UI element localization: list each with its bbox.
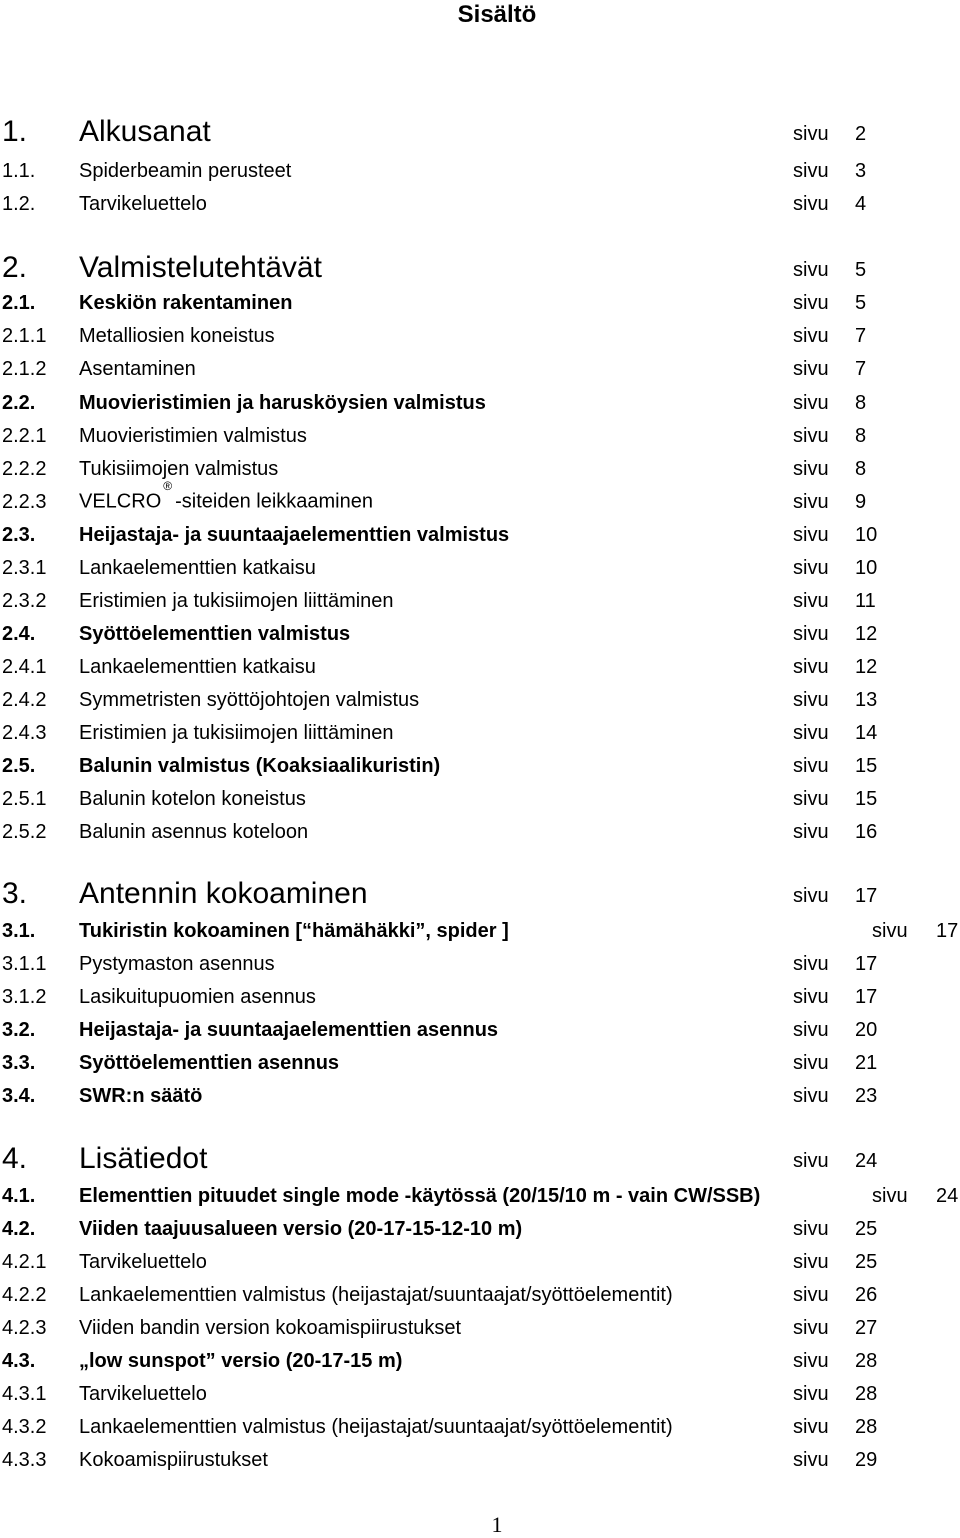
toc-number: 2.5.1 (2, 788, 47, 810)
toc-number: 4.3. (2, 1350, 36, 1372)
toc-title-text: Heijastaja- ja suuntaajaelementtien valmistus (79, 524, 510, 546)
toc-number: 3.1. (2, 920, 36, 942)
toc-page-number: 24 (855, 1150, 878, 1172)
toc-title (79, 1083, 202, 1109)
toc-title-text: Lankaelementtien valmistus (heijastajat/suuntaajat/syöttöelementit) (79, 1284, 673, 1306)
toc-title (79, 251, 322, 285)
toc-entry[interactable] (0, 1245, 960, 1275)
toc-title (79, 555, 316, 581)
toc-sivu-label: sivu (793, 1416, 829, 1438)
toc-title (79, 1315, 461, 1341)
toc-entry[interactable] (0, 947, 960, 977)
toc-title (79, 951, 275, 977)
toc-sivu-label: sivu (793, 755, 829, 777)
toc-title (79, 158, 291, 184)
toc-number: 2.4.2 (2, 689, 47, 711)
toc-sivu-label: sivu (793, 458, 829, 480)
toc-sivu-label: sivu (793, 425, 829, 447)
toc-title (79, 115, 211, 149)
toc-title (79, 1183, 760, 1209)
toc-title (79, 323, 275, 349)
toc-title-text: Tukisiimojen valmistus (79, 458, 279, 480)
toc-title (79, 1381, 207, 1407)
toc-page-number: 13 (855, 689, 878, 711)
toc-number: 3. (2, 877, 28, 910)
toc-sivu-label: sivu (793, 1251, 829, 1273)
toc-page-number: 17 (855, 986, 878, 1008)
toc-entry[interactable] (0, 187, 960, 217)
toc-number: 2.2.1 (2, 425, 47, 447)
toc-entry[interactable] (0, 319, 960, 349)
toc-number: 2.2. (2, 392, 36, 414)
toc-title (79, 191, 207, 217)
toc-sivu-label: sivu (793, 689, 829, 711)
toc-entry[interactable] (0, 452, 960, 482)
toc-sivu-label: sivu (793, 524, 829, 546)
toc-title-text: VELCRO (79, 491, 162, 513)
toc-page-number: 5 (855, 259, 867, 281)
toc-title-text: Syöttöelementtien asennus (79, 1052, 340, 1074)
toc-title-text: Asentaminen (79, 358, 196, 380)
toc-title (79, 687, 419, 713)
toc-title-text: Tarvikeluettelo (79, 1383, 207, 1405)
toc-number: 1. (2, 115, 28, 148)
toc-page-number: 8 (855, 458, 867, 480)
toc-title-text: Antennin kokoaminen (79, 877, 368, 910)
toc-page-number: 12 (855, 656, 878, 678)
toc-title (79, 456, 278, 482)
toc-page-number: 25 (855, 1218, 878, 1240)
toc-page-number: 16 (855, 821, 878, 843)
toc-title-text: Viiden bandin version kokoamispiirustukset (79, 1317, 462, 1339)
toc-sivu-label: sivu (793, 788, 829, 810)
toc-sivu-label: sivu (793, 1085, 829, 1107)
toc-title-text: Lasikuitupuomien asennus (79, 986, 316, 1008)
toc-title (79, 877, 368, 911)
toc-page-number: 3 (855, 160, 867, 182)
toc-entry[interactable] (0, 419, 960, 449)
toc-sivu-label: sivu (793, 1150, 829, 1172)
toc-title (79, 819, 308, 845)
toc-sivu-label: sivu (793, 1317, 829, 1339)
toc-page-number: 15 (855, 788, 878, 810)
toc-entry[interactable] (0, 584, 960, 614)
toc-sivu-label: sivu (793, 123, 829, 145)
toc-entry[interactable] (0, 749, 960, 779)
toc-number: 4.2.3 (2, 1317, 47, 1339)
toc-number: 2.4. (2, 623, 36, 645)
toc-title-text: Balunin kotelon koneistus (79, 788, 306, 810)
toc-number: 4.3.3 (2, 1449, 47, 1471)
toc-title (79, 290, 292, 316)
toc-title (79, 720, 394, 746)
toc-sivu-label: sivu (793, 590, 829, 612)
toc-title (79, 1017, 498, 1043)
toc-page-number: 8 (855, 392, 867, 414)
toc-page-number: 28 (855, 1383, 878, 1405)
toc-title (79, 1414, 673, 1440)
toc-title-text: Balunin valmistus (Koaksiaalikuristin) (79, 755, 441, 777)
toc-number: 2.3.1 (2, 557, 47, 579)
toc-page-number: 21 (855, 1052, 878, 1074)
toc-number: 4.2.1 (2, 1251, 47, 1273)
toc-entry[interactable] (0, 286, 960, 316)
toc-sivu-label: sivu (793, 623, 829, 645)
toc-title-text: Viiden taajuusalueen versio (20-17-15-12-10 m) (79, 1218, 523, 1240)
toc-title (79, 1249, 207, 1275)
toc-title-text: Lankaelementtien katkaisu (79, 557, 316, 579)
toc-page-number: 28 (855, 1350, 878, 1372)
toc-entry[interactable] (0, 518, 960, 548)
toc-page-number: 17 (936, 920, 959, 942)
toc-title-text: Tarvikeluettelo (79, 193, 207, 215)
page-title: Sisältö (457, 1, 537, 28)
toc-entry[interactable] (0, 1013, 960, 1043)
toc-title-text: Heijastaja- ja suuntaajaelementtien asennus (79, 1019, 499, 1041)
toc-title (79, 1050, 339, 1076)
toc-sivu-label: sivu (793, 160, 829, 182)
toc-number: 2.3.2 (2, 590, 47, 612)
toc-title-text: „low sunspot” versio (20-17-15 m) (79, 1350, 403, 1372)
toc-title-text: Spiderbeamin perusteet (79, 160, 292, 182)
toc-entry[interactable] (0, 1410, 960, 1440)
toc-title-text: Metalliosien koneistus (79, 325, 275, 347)
toc-entry[interactable] (0, 386, 960, 416)
toc-entry[interactable] (0, 1344, 960, 1374)
toc-page-number: 7 (855, 358, 867, 380)
toc-sivu-label: sivu (793, 259, 829, 281)
toc-entry[interactable] (0, 154, 960, 184)
toc-entry[interactable] (0, 251, 960, 285)
toc-title-text: Muovieristimien valmistus (79, 425, 307, 447)
toc-number: 2. (2, 251, 28, 284)
toc-title (79, 918, 509, 944)
toc-page-number: 4 (855, 193, 867, 215)
toc-sivu-label: sivu (793, 656, 829, 678)
toc-number: 2.5.2 (2, 821, 47, 843)
toc-sivu-label: sivu (793, 358, 829, 380)
toc-entry[interactable] (0, 617, 960, 647)
toc-sivu-label: sivu (793, 722, 829, 744)
toc-title-text: Pystymaston asennus (79, 953, 275, 975)
toc-title (79, 984, 316, 1010)
toc-number: 2.5. (2, 755, 36, 777)
toc-number: 1.1. (2, 160, 36, 182)
toc-sivu-label: sivu (793, 292, 829, 314)
toc-number: 2.4.1 (2, 656, 47, 678)
toc-sivu-label: sivu (793, 193, 829, 215)
toc-page-number: 7 (855, 325, 867, 347)
toc-entry[interactable] (0, 1212, 960, 1242)
toc-sivu-label: sivu (872, 920, 908, 942)
toc-entry[interactable] (0, 479, 960, 515)
toc-title (79, 423, 307, 449)
toc-page-number: 17 (855, 953, 878, 975)
toc-sivu-label: sivu (793, 491, 829, 513)
toc-page-number: 17 (855, 885, 878, 907)
toc-sivu-label: sivu (793, 392, 829, 414)
toc-title (79, 654, 316, 680)
toc-title-text: Syöttöelementtien valmistus (79, 623, 351, 645)
toc-sivu-label: sivu (793, 885, 829, 907)
toc-number: 4.3.2 (2, 1416, 47, 1438)
toc-sivu-label: sivu (793, 1218, 829, 1240)
toc-entry[interactable] (0, 815, 960, 845)
toc-entry[interactable] (0, 1079, 960, 1109)
toc-entry[interactable] (0, 1046, 960, 1076)
toc-number: 4.2.2 (2, 1284, 47, 1306)
toc-sivu-label: sivu (793, 1449, 829, 1471)
toc-sivu-label: sivu (793, 1019, 829, 1041)
toc-entry[interactable] (0, 352, 960, 382)
toc-title (79, 1447, 268, 1473)
toc-entry[interactable] (0, 1278, 960, 1308)
toc-title-text: Lankaelementtien katkaisu (79, 656, 316, 678)
toc-sivu-label: sivu (793, 1052, 829, 1074)
toc-page-number: 12 (855, 623, 878, 645)
toc-entry[interactable] (0, 683, 960, 713)
toc-number: 4.3.1 (2, 1383, 47, 1405)
toc-page-number: 8 (855, 425, 867, 447)
toc-sivu-label: sivu (793, 1383, 829, 1405)
toc-entry[interactable] (0, 650, 960, 680)
toc-entry[interactable] (0, 1311, 960, 1341)
toc-page-number: 9 (855, 491, 867, 513)
toc-number: 3.4. (2, 1085, 36, 1107)
toc-page-number: 26 (855, 1284, 878, 1306)
toc-page-number: 5 (855, 292, 867, 314)
toc-entry[interactable] (0, 1377, 960, 1407)
toc-number: 2.3. (2, 524, 36, 546)
toc-sivu-label: sivu (793, 325, 829, 347)
toc-page-number: 25 (855, 1251, 878, 1273)
toc-title-text: Alkusanat (79, 115, 211, 148)
toc-title (79, 588, 394, 614)
toc-title (79, 1142, 207, 1176)
toc-number: 3.1.1 (2, 953, 47, 975)
toc-number: 4.2. (2, 1218, 36, 1240)
toc-title-text: Symmetristen syöttöjohtojen valmistus (79, 689, 420, 711)
toc-page-number: 23 (855, 1085, 878, 1107)
toc-title-text: Valmistelutehtävät (79, 251, 322, 284)
toc-page-number: 28 (855, 1416, 878, 1438)
toc-title-text: Eristimien ja tukisiimojen liittäminen (79, 590, 394, 612)
toc-sivu-label: sivu (793, 557, 829, 579)
toc-entry[interactable] (0, 115, 960, 149)
toc-title-text: Kokoamispiirustukset (79, 1449, 268, 1471)
toc-number: 2.1.1 (2, 325, 47, 347)
toc-number: 2.2.3 (2, 491, 47, 513)
toc-number: 3.2. (2, 1019, 36, 1041)
toc-page-number: 15 (855, 755, 878, 777)
toc-title (79, 479, 373, 515)
toc-title-text: Lankaelementtien valmistus (heijastajat/suuntaajat/syöttöelementit) (79, 1416, 673, 1438)
toc-number: 4. (2, 1142, 28, 1175)
toc-sivu-label: sivu (793, 1284, 829, 1306)
toc-entry[interactable] (0, 1179, 960, 1209)
toc-title-text: Tukiristin kokoaminen [“hämähäkki”, spider ] (79, 920, 509, 942)
toc-number: 4.1. (2, 1185, 36, 1207)
toc-title (79, 621, 350, 647)
toc-title-text: Keskiön rakentaminen (79, 292, 293, 314)
toc-title-text: Tarvikeluettelo (79, 1251, 207, 1273)
toc-entry[interactable] (0, 1443, 960, 1473)
toc-title (79, 786, 306, 812)
toc-page-number: 29 (855, 1449, 878, 1471)
toc-entry[interactable] (0, 914, 960, 944)
toc-sivu-label: sivu (872, 1185, 908, 1207)
toc-title-text: Lisätiedot (79, 1142, 208, 1175)
toc-sivu-label: sivu (793, 953, 829, 975)
toc-title-text: Balunin asennus koteloon (79, 821, 309, 843)
toc-number: 2.1.2 (2, 358, 47, 380)
toc-title (79, 522, 509, 548)
toc-title (79, 753, 440, 779)
toc-number: 1.2. (2, 193, 36, 215)
toc-title (79, 1216, 522, 1242)
toc-page-number: 24 (936, 1185, 959, 1207)
toc-sivu-label: sivu (793, 986, 829, 1008)
toc-title-text: Muovieristimien ja harusköysien valmistus (79, 392, 486, 414)
toc-title (79, 1348, 402, 1374)
toc-sivu-label: sivu (793, 1350, 829, 1372)
toc-number: 3.1.2 (2, 986, 47, 1008)
toc-number: 2.4.3 (2, 722, 47, 744)
toc-entry[interactable] (0, 716, 960, 746)
toc-page-number: 11 (855, 590, 876, 612)
toc-page-number: 14 (855, 722, 878, 744)
toc-entry[interactable] (0, 782, 960, 812)
toc-page-number: 27 (855, 1317, 878, 1339)
toc-title (79, 356, 196, 382)
toc-number: 3.3. (2, 1052, 36, 1074)
toc-page-number: 20 (855, 1019, 878, 1041)
toc-page-number: 2 (855, 123, 867, 145)
toc-sivu-label: sivu (793, 821, 829, 843)
toc-entry[interactable] (0, 980, 960, 1010)
toc-title-text: Eristimien ja tukisiimojen liittäminen (79, 722, 394, 744)
toc-page-number: 10 (855, 557, 878, 579)
toc-number: 2.2.2 (2, 458, 47, 480)
toc-title-suffix: -siteiden leikkaaminen (175, 491, 373, 513)
toc-page-number: 10 (855, 524, 878, 546)
page-number: 1 (491, 1512, 503, 1537)
toc-title-text: Elementtien pituudet single mode -käytössä (20/15/10 m - vain CW/SSB) (79, 1185, 761, 1207)
toc-entry[interactable] (0, 877, 960, 911)
toc-number: 2.1. (2, 292, 36, 314)
toc-entry[interactable] (0, 551, 960, 581)
toc-title (79, 390, 486, 416)
toc-entry[interactable] (0, 1142, 960, 1176)
registered-mark: ® (163, 479, 173, 494)
toc-title (79, 1282, 673, 1308)
toc-title-text: SWR:n säätö (79, 1085, 203, 1107)
